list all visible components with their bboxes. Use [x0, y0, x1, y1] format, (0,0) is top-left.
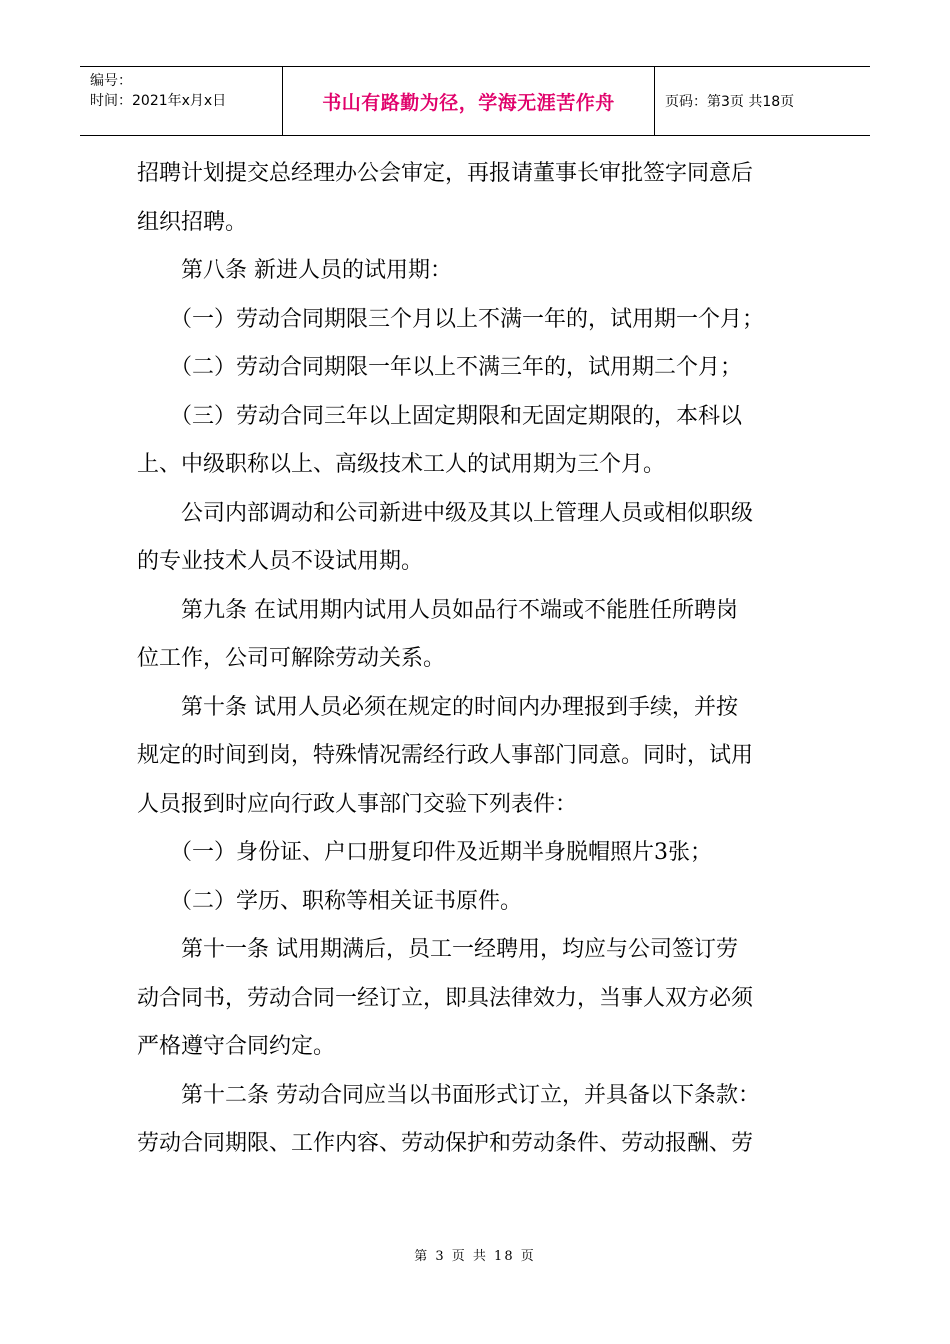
- header-meta: [80, 67, 283, 135]
- body-line: 第八条 新进人员的试用期：: [137, 258, 452, 283]
- body-line: 人员报到时应向行政人事部门交验下列表件：: [137, 791, 578, 817]
- body-line: 上、中级职称以上、高级技术工人的试用期为三个月。: [137, 452, 666, 477]
- body-line: 动合同书，劳动合同一经订立，即具法律效力，当事人双方必须: [137, 985, 754, 1011]
- body-line: 第十条 试用人员必须在规定的时间内办理报到手续，并按: [137, 694, 738, 720]
- header-motto: 书山有路勤为径，学海无涯苦作舟: [283, 67, 655, 135]
- body-line: （一）劳动合同期限三个月以上不满一年的，试用期一个月；: [137, 306, 765, 332]
- body-line: 第十一条 试用期满后，员工一经聘用，均应与公司签订劳: [137, 937, 738, 962]
- body-line: 位工作，公司可解除劳动关系。: [137, 646, 446, 671]
- body-line: （二）劳动合同期限一年以上不满三年的，试用期二个月；: [137, 355, 743, 380]
- body-line: （三）劳动合同三年以上固定期限和无固定期限的，本科以: [137, 403, 743, 429]
- body-line: 第九条 在试用期内试用人员如品行不端或不能胜任所聘岗: [137, 597, 738, 623]
- header-page-info: 页码：第3页 共18页: [665, 94, 795, 110]
- body-line: 规定的时间到岗，特殊情况需经行政人事部门同意。同时，试用: [137, 743, 754, 768]
- body-line: 招聘计划提交总经理办公会审定，再报请董事长审批签字同意后: [137, 161, 754, 186]
- body-line: 严格遵守合同约定。: [137, 1034, 336, 1059]
- page-footer: 第 3 页 共 18 页: [414, 1249, 536, 1264]
- document-time-label: 时间：2021年x月x日: [90, 93, 227, 109]
- page-header: [80, 66, 870, 136]
- body-line: 公司内部调动和公司新进中级及其以上管理人员或相似职级: [137, 500, 754, 526]
- body-line: 的专业技术人员不设试用期。: [137, 549, 424, 574]
- body-line: 劳动合同期限、工作内容、劳动保护和劳动条件、劳动报酬、劳: [137, 1131, 754, 1156]
- body-line: 组织招聘。: [137, 209, 248, 235]
- body-line: （一）身份证、户口册复印件及近期半身脱帽照片3张；: [137, 840, 712, 865]
- document-number-label: 编号：: [90, 73, 132, 89]
- body-line: 第十二条 劳动合同应当以书面形式订立，并具备以下条款：: [137, 1082, 760, 1108]
- body-line: （二）学历、职称等相关证书原件。: [137, 888, 523, 914]
- document-body: [137, 150, 827, 1169]
